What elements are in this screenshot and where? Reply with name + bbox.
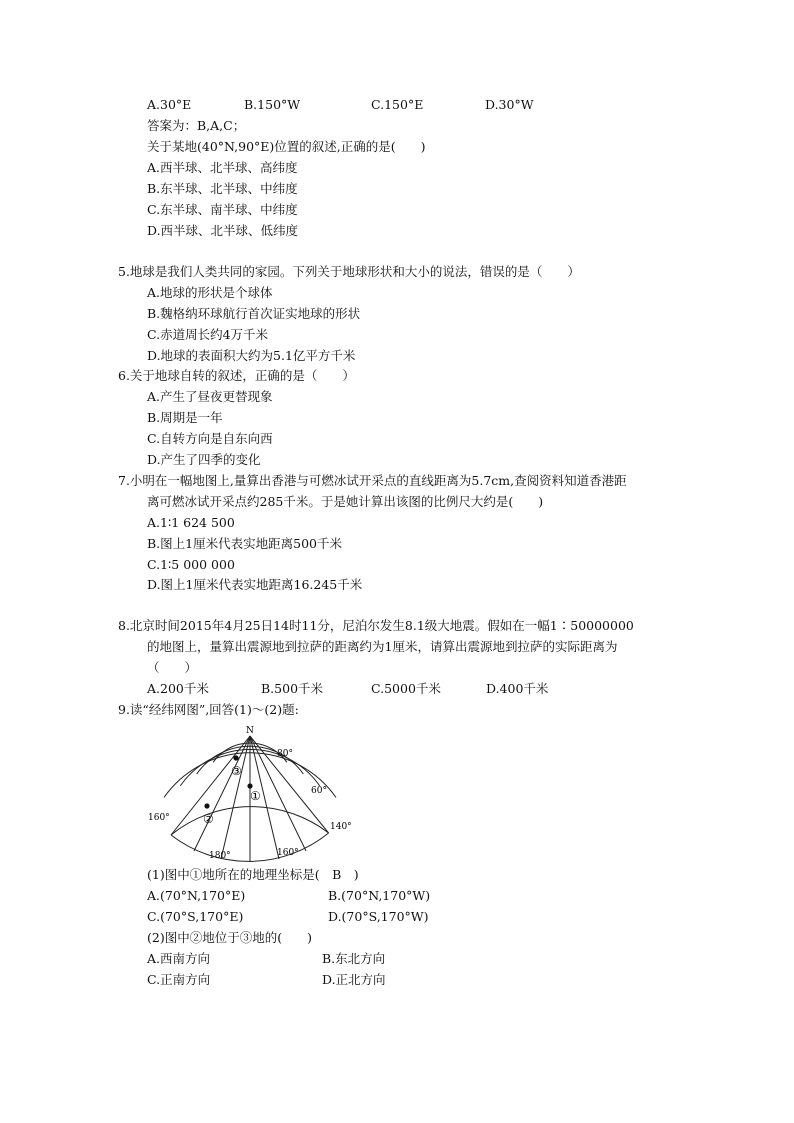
lon-160-right-label: 160° xyxy=(277,848,299,858)
option-a: A.200千米 xyxy=(147,681,209,696)
question-9-2-stem: (2)图中②地位于③地的( ) xyxy=(147,930,312,945)
option-a: A.30°E xyxy=(147,97,192,112)
option-d: D.(70°S,170°W) xyxy=(328,909,429,924)
option-b: B.魏格纳环球航行首次证实地球的形状 xyxy=(147,306,361,321)
option-b: B.图上1厘米代表实地距离500千米 xyxy=(147,536,342,551)
north-label: N xyxy=(246,726,254,736)
option-b: B.500千米 xyxy=(261,681,324,696)
option-c: C.东半球、南半球、中纬度 xyxy=(147,202,298,217)
option-c: C.正南方向 xyxy=(147,972,211,987)
question-9-stem: 9.读“经纬网图”,回答(1)～(2)题: xyxy=(118,702,299,717)
option-a: A.产生了昼夜更替现象 xyxy=(147,389,273,404)
point-3-dot xyxy=(233,755,238,760)
option-c: C.(70°S,170°E) xyxy=(147,909,244,924)
option-d: D.产生了四季的变化 xyxy=(147,452,261,467)
point-2-dot xyxy=(204,803,209,808)
option-c: C.赤道周长约4万千米 xyxy=(147,327,269,342)
option-d: D.西半球、北半球、低纬度 xyxy=(147,223,299,238)
lon-160-left-label: 160° xyxy=(148,813,170,823)
question-7-stem-cont: 离可燃冰试开采点约285千米。于是她计算出该图的比例尺大约是( ) xyxy=(147,494,544,509)
option-b: B.周期是一年 xyxy=(147,410,223,425)
option-d: D.图上1厘米代表实地距离16.245千米 xyxy=(147,577,363,592)
question-9-1-stem: (1)图中①地所在的地理坐标是( B ) xyxy=(147,867,359,882)
option-d: D.正北方向 xyxy=(322,972,386,987)
option-d: D.地球的表面积大约为5.1亿平方千米 xyxy=(147,348,356,363)
option-d: D.30°W xyxy=(485,97,534,112)
lon-180-label: 180° xyxy=(209,851,231,861)
question-6-stem: 6.关于地球自转的叙述，正确的是（ ） xyxy=(118,368,355,383)
option-d: D.400千米 xyxy=(486,681,549,696)
graticule-figure xyxy=(140,718,360,868)
option-b: B.东半球、北半球、中纬度 xyxy=(147,181,298,196)
option-a: A.西半球、北半球、高纬度 xyxy=(147,160,298,175)
option-b: B.150°W xyxy=(244,97,301,112)
option-a: A.西南方向 xyxy=(147,951,211,966)
option-c: C.1∶5 000 000 xyxy=(147,557,235,572)
question-stem: 关于某地(40°N,90°E)位置的叙述,正确的是( ) xyxy=(147,139,426,154)
option-c: C.5000千米 xyxy=(371,681,441,696)
point-1-dot xyxy=(247,783,252,788)
point-1-label: ① xyxy=(250,789,261,803)
question-8-stem-cont: 的地图上，量算出震源地到拉萨的距离约为1厘米，请算出震源地到拉萨的实际距离为 xyxy=(147,639,618,654)
option-c: C.自转方向是自东向西 xyxy=(147,431,273,446)
option-a: A.地球的形状是个球体 xyxy=(147,285,273,300)
question-7-stem: 7.小明在一幅地图上,量算出香港与可燃冰试开采点的直线距离为5.7cm,查阅资料知道香港距 xyxy=(118,473,627,488)
lon-140-label: 140° xyxy=(330,822,352,832)
option-a: A.(70°N,170°E) xyxy=(147,888,246,903)
question-5-stem: 5.地球是我们人类共同的家园。下列关于地球形状和大小的说法，错误的是（ ） xyxy=(118,264,580,279)
option-b: B.东北方向 xyxy=(322,951,386,966)
answer-line: 答案为：B,A,C； xyxy=(147,118,246,133)
point-3-label: ③ xyxy=(231,764,242,778)
lat-60-label: 60° xyxy=(311,786,327,796)
option-b: B.(70°N,170°W) xyxy=(328,888,431,903)
question-8-blank: （ ） xyxy=(147,660,198,675)
option-a: A.1∶1 624 500 xyxy=(147,515,235,530)
lat-80-label: 80° xyxy=(277,749,293,759)
question-8-stem: 8.北京时间2015年4月25日14时11分，尼泊尔发生8.1级大地震。假如在一幅1∶50000000 xyxy=(118,618,634,633)
point-2-label: ② xyxy=(203,812,214,826)
option-c: C.150°E xyxy=(371,97,424,112)
